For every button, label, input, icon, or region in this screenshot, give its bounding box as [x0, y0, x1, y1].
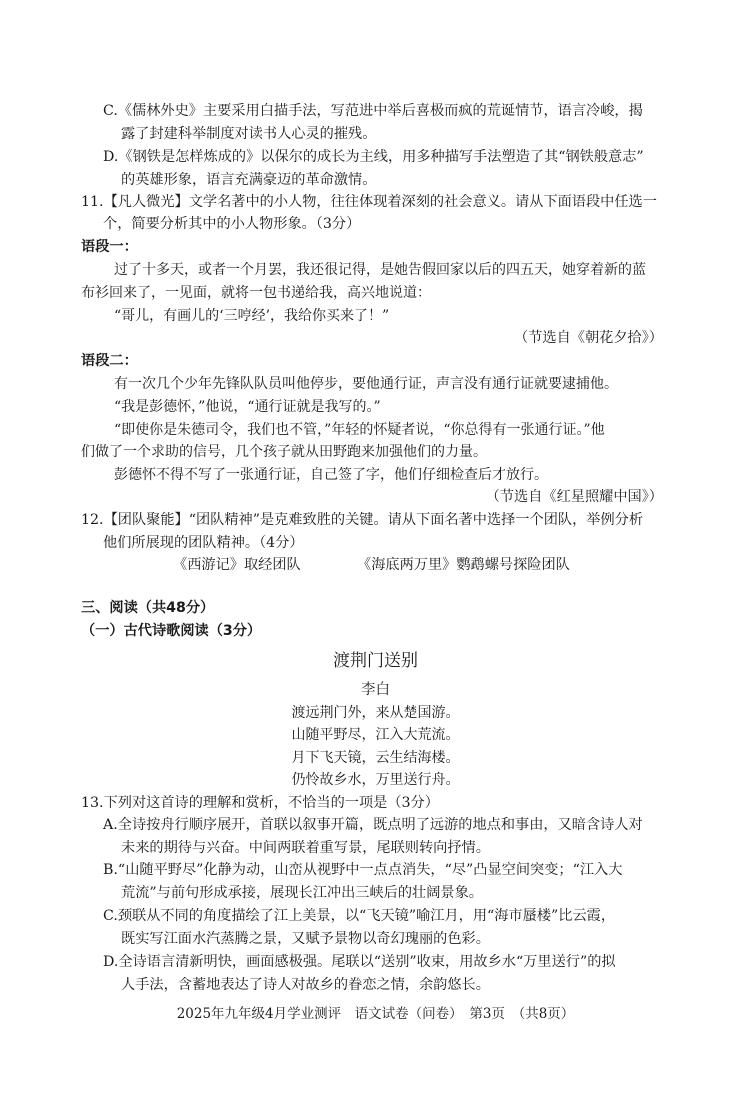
poem-line-4: 仍怜故乡水，万里送行舟。 [291, 772, 460, 788]
poem-title: 渡荆门送别 [333, 651, 418, 671]
option-b-line-1: B.“山随平野尽”化静为动，山峦从视野中一点点消失，“尽”凸显空间突变；“江入大 [103, 862, 623, 878]
question-12-stem-line-1: 12.【团队聚能】“团队精神”是克难致胜的关键。请从下面名著中选择一个团队，举例分析 [81, 512, 644, 528]
question-12-option-2: 《海底两万里》鹦鹉螺号探险团队 [357, 557, 570, 573]
passage-2-line-4: 们做了一个求助的信号，几个孩子就从田野跑来加强他们的力量。 [81, 444, 487, 460]
passage-2-line-1: 有一次几个少年先锋队队员叫他停步，要他通行证，声言没有通行证就要逮捕他。 [114, 376, 618, 392]
poem-line-1: 渡远荆门外，来从楚国游。 [291, 705, 460, 721]
option-d-line-1: D.《钢铁是怎样炼成的》以保尔的成长为主线，用多种描写手法塑造了其“钢铁般意志” [103, 149, 644, 165]
passage-1-line-2: 布衫回来了，一见面，就将一包书递给我，高兴地说道： [81, 285, 431, 301]
poem-line-2: 山随平野尽，江入大荒流。 [291, 727, 460, 743]
passage-2-line-5: 彭德怀不得不写了一张通行证，自己签了字，他们仔细检查后才放行。 [114, 467, 548, 483]
subsection-heading: （一）古代诗歌阅读（3分） [81, 623, 262, 639]
passage-2-line-2: “我是彭德怀，”他说，“通行证就是我写的。” [114, 399, 381, 415]
passage-1-line-1: 过了十多天，或者一个月罢，我还很记得，是她告假回家以后的四五天，她穿着新的蓝 [114, 262, 646, 278]
poem-line-3: 月下飞天镜，云生结海楼。 [291, 750, 460, 766]
question-13-stem: 13.下列对这首诗的理解和赏析，不恰当的一项是（3分） [81, 795, 439, 811]
option-b-line-2: 荒流”与前句形成承接，展现长江冲出三峡后的壮阔景象。 [121, 885, 483, 901]
option-c-line-2: 露了封建科举制度对读书人心灵的摧残。 [121, 126, 377, 142]
passage-2-source: （节选自《红星照耀中国》） [485, 489, 663, 505]
option-c-line-2: 既实写江面水汽蒸腾之景，又赋予景物以奇幻瑰丽的色彩。 [121, 931, 490, 947]
passage-1-line-3: “哥儿，有画儿的‘三哼经’，我给你买来了！” [114, 308, 390, 324]
option-d-line-2: 的英雄形象，语言充满豪迈的革命激情。 [121, 172, 377, 188]
poem-author: 李白 [361, 682, 390, 698]
passage-2-label: 语段二： [81, 353, 138, 369]
option-c-line-1: C.颈联从不同的角度描绘了江上美景，以“飞天镜”喻江月，用“海市蜃楼”比云霞， [103, 908, 616, 924]
option-c-line-1: C.《儒林外史》主要采用白描手法，写范进中举后喜极而疯的荒诞情节，语言冷峻，揭 [103, 103, 643, 119]
option-d-line-2: 人手法，含蓄地表达了诗人对故乡的眷恋之情，余韵悠长。 [121, 977, 490, 993]
passage-1-label: 语段一： [81, 239, 138, 255]
question-11-stem-line-2: 个，简要分析其中的小人物形象。（3分） [103, 216, 361, 232]
passage-1-source: （节选自《朝花夕拾》） [514, 330, 663, 346]
question-11-stem-line-1: 11.【凡人微光】文学名著中的小人物，往往体现着深刻的社会意义。请从下面语段中任选一 [81, 194, 657, 210]
section-heading: 三、阅读（共48分） [81, 600, 215, 616]
page-footer: 2025年九年级4月学业测评 语文试卷（问卷） 第3页 （共8页） [176, 1006, 575, 1022]
passage-2-line-3: “即使你是朱德司令，我们也不管，”年轻的怀疑者说，“你总得有一张通行证。”他 [114, 422, 605, 438]
option-d-line-1: D.全诗语言清新明快，画面感极强。尾联以“送别”收束，用故乡水“万里送行”的拟 [103, 954, 616, 970]
option-a-line-2: 未来的期待与兴奋。中间两联着重写景，尾联则转向抒情。 [121, 840, 490, 856]
question-12-option-1: 《西游记》取经团队 [173, 557, 301, 573]
question-12-stem-line-2: 他们所展现的团队精神。（4分） [103, 535, 304, 551]
option-a-line-1: A.全诗按舟行顺序展开，首联以叙事开篇，既点明了远游的地点和事由，又暗含诗人对 [103, 817, 643, 833]
